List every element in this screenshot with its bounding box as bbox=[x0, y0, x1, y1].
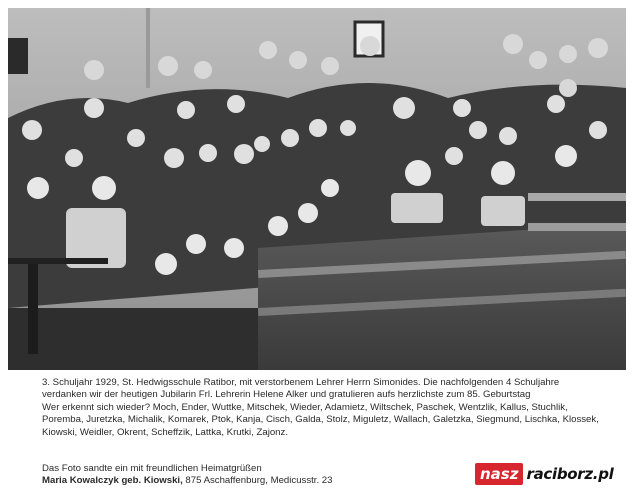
credit-name: Maria Kowalczyk geb. Kiowski, bbox=[42, 475, 183, 487]
photo-caption bbox=[42, 377, 602, 439]
site-logo[interactable] bbox=[475, 462, 630, 486]
credit-sender bbox=[42, 475, 462, 487]
caption-description: 3. Schuljahr 1929, St. Hedwigsschule Ratibor, mit verstorbenem Lehrer Herrn Simonides. Die nachfolgenden 4 Schuljahre verdanken wir der heutigen Jubilarin Frl. Lehrerin Helene Alker und gratulieren aufs herzlichste zum 85. Geburtstag bbox=[42, 377, 560, 401]
photo-credit bbox=[42, 463, 462, 488]
logo-domain: raciborz.pl bbox=[526, 465, 614, 483]
class-photo bbox=[8, 8, 626, 370]
credit-address: 875 Aschaffenburg, Medicusstr. 23 bbox=[182, 475, 333, 487]
credit-intro: Das Foto sandte ein mit freundlichen Heimatgrüßen bbox=[42, 463, 262, 474]
logo-nasz: nasz bbox=[475, 463, 523, 485]
caption-names: Wer erkennt sich wieder? Moch, Ender, Wuttke, Mitschek, Wieder, Adamietz, Wiltschek, Paschek, Wentzlik, Kallus, Stuchlik, Poremba, Juretzka, Michalik, Komarek, Ptok, Kanja, Cisch, Galda, Stolz, Miguletz, Wallach, Galetzka, Siegmund, Lischka, Klossek, Kiowski, Weidler, Okrent, Scheffzik, Lattka, Krutki, Zajonz. bbox=[42, 401, 599, 438]
wall-frame-left bbox=[8, 38, 28, 74]
